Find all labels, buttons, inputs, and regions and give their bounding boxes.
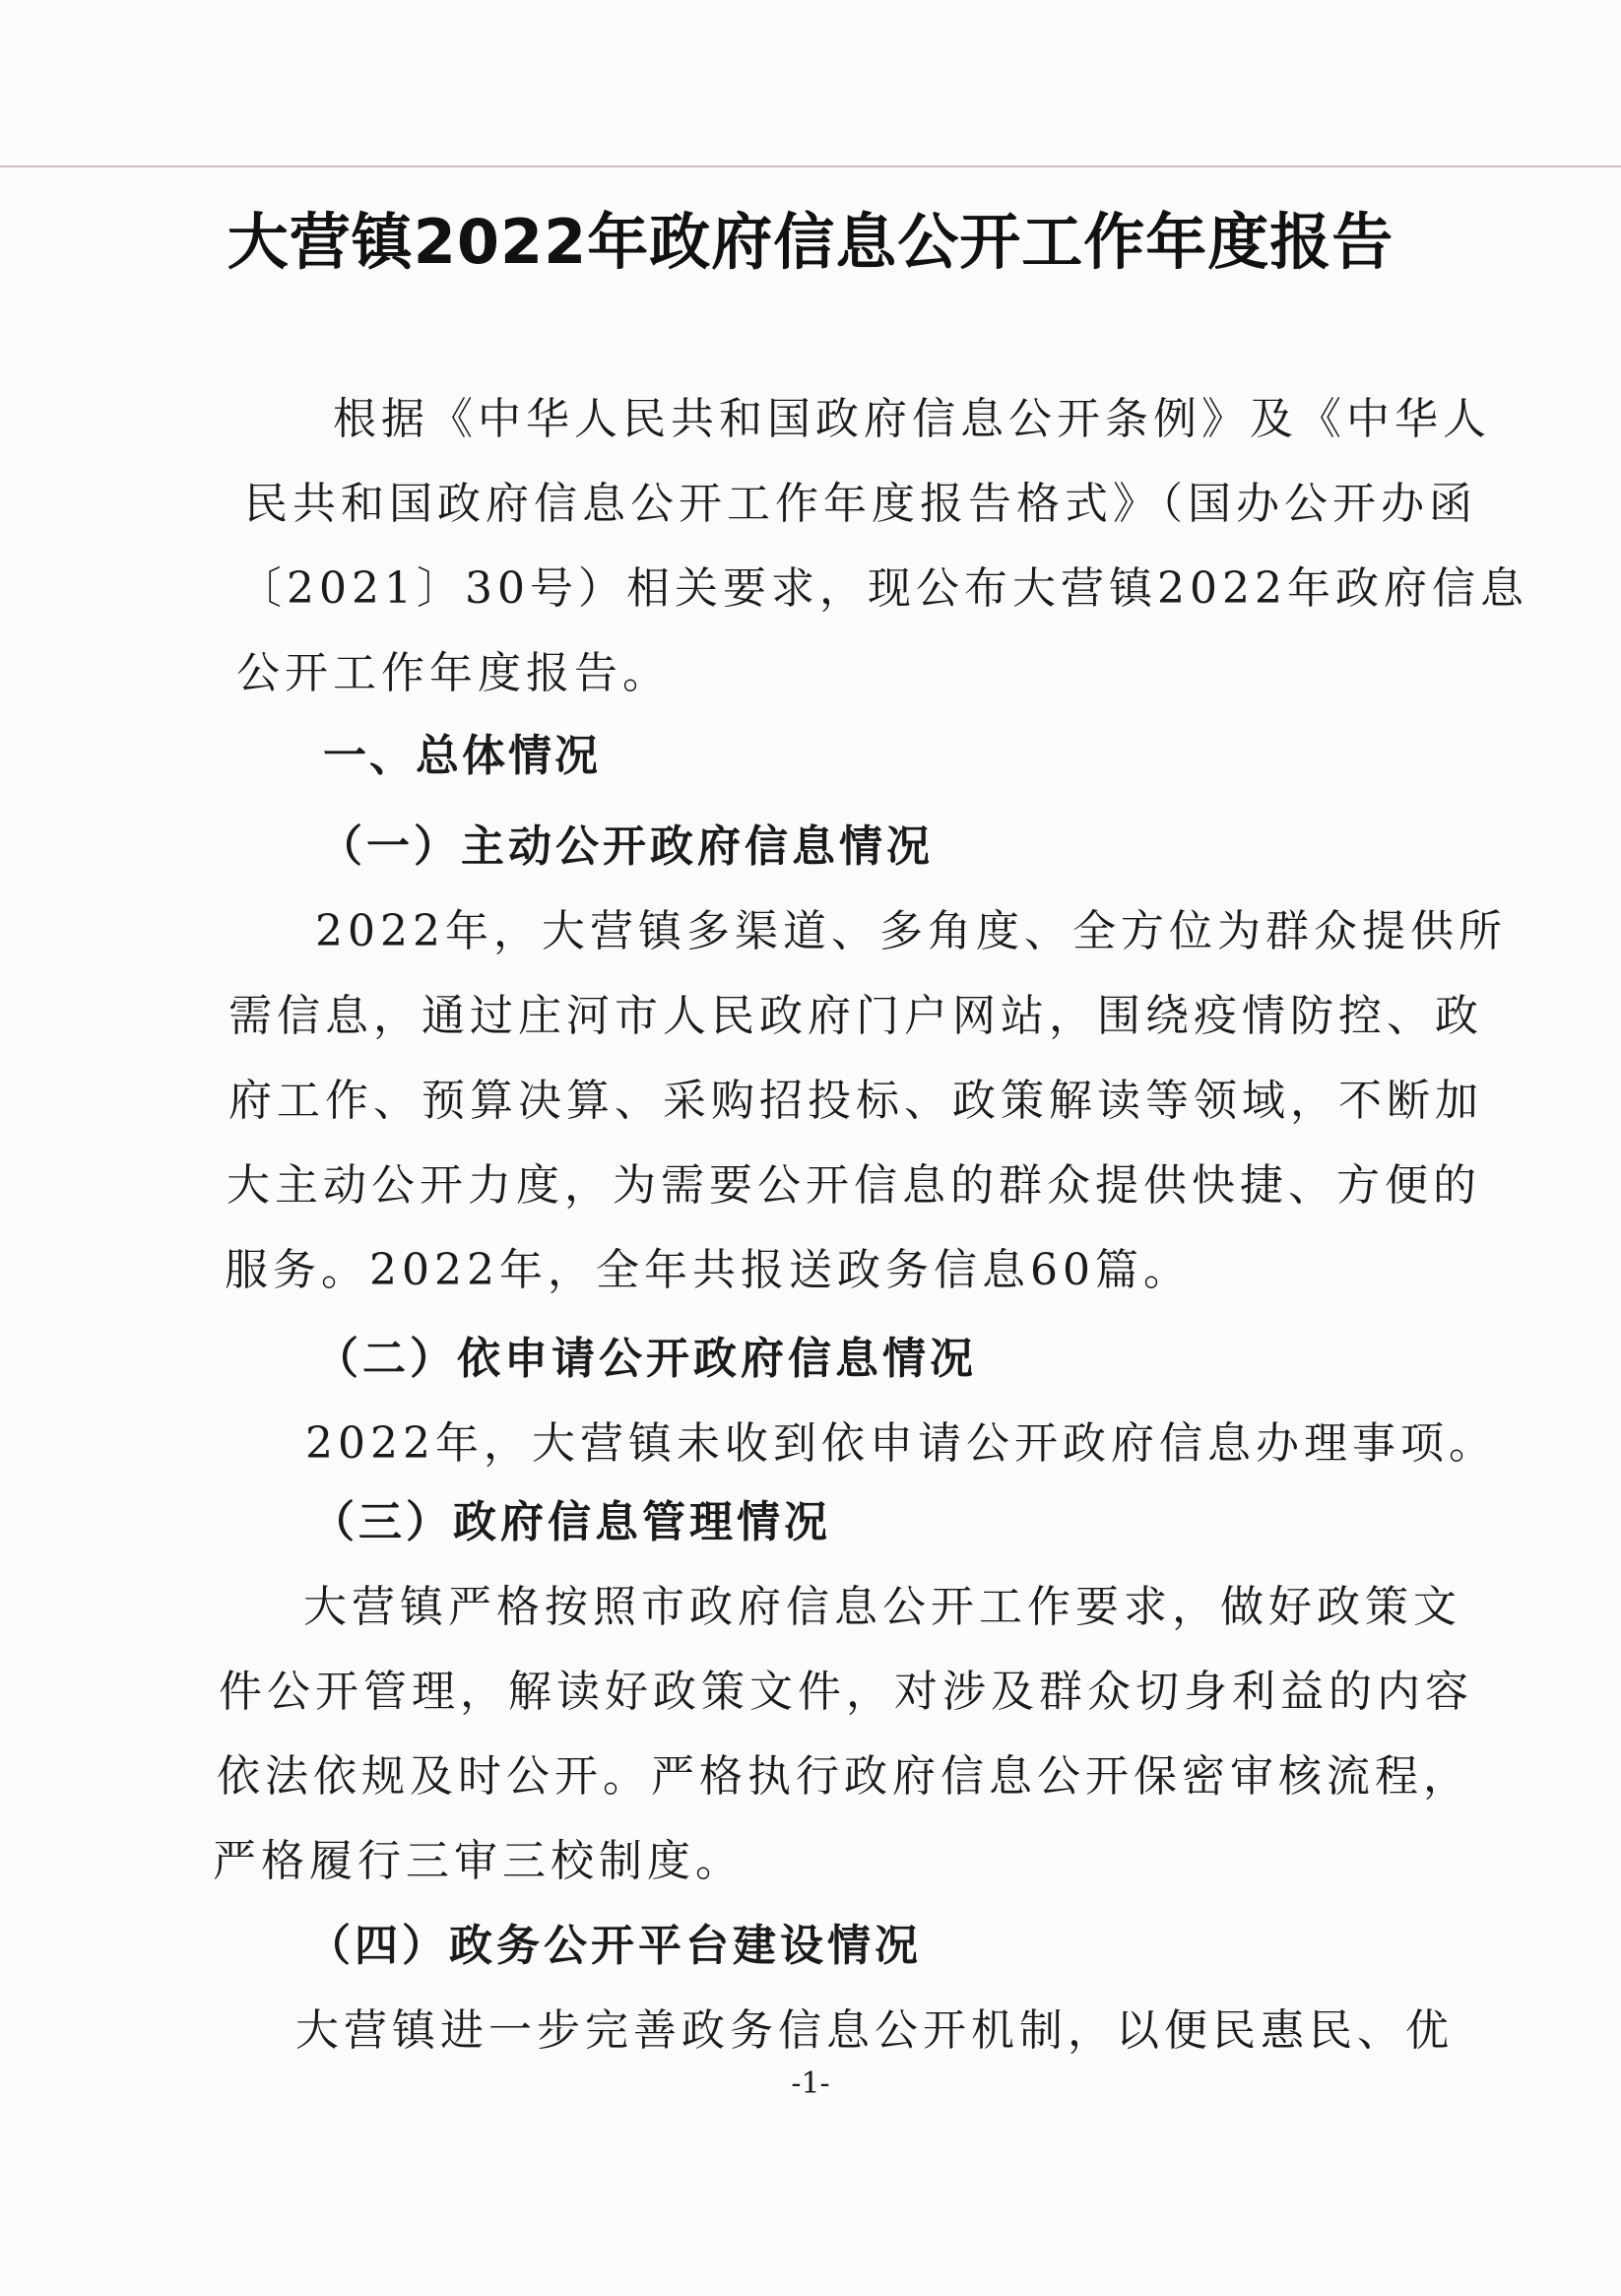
document-title: 大营镇2022年政府信息公开工作年度报告	[227, 206, 1394, 278]
page-number: -1-	[791, 2066, 830, 2101]
sub3-line-2: 件公开管理，解读好政策文件，对涉及群众切身利益的内容	[219, 1667, 1473, 1717]
intro-line-2: 民共和国政府信息公开工作年度报告格式》（国办公开办函	[244, 479, 1477, 529]
intro-line-4: 公开工作年度报告。	[236, 648, 671, 698]
sub4-line-1: 大营镇进一步完善政务信息公开机制，以便民惠民、优	[295, 2005, 1454, 2056]
subheading-application-disclosure: （二）依申请公开政府信息情况	[315, 1334, 977, 1384]
sub1-line-4: 大主动公开力度，为需要公开信息的群众提供快捷、方便的	[227, 1160, 1481, 1211]
intro-line-3: 〔2021〕30号）相关要求，现公布大营镇2022年政府信息	[238, 563, 1528, 614]
sub3-line-4: 严格履行三审三校制度。	[213, 1836, 744, 1886]
section-heading-overview: 一、总体情况	[323, 731, 601, 781]
sub1-line-3: 府工作、预算决算、采购招投标、政策解读等领域，不断加	[228, 1076, 1483, 1126]
sub1-line-2: 需信息，通过庄河市人民政府门户网站，围绕疫情防控、政	[228, 991, 1483, 1041]
sub3-line-3: 依法依规及时公开。严格执行政府信息公开保密审核流程，	[217, 1751, 1471, 1802]
subheading-platform-construction: （四）政务公开平台建设情况	[307, 1921, 922, 1971]
header-rule	[0, 165, 1621, 167]
sub3-line-1: 大营镇严格按照市政府信息公开工作要求，做好政策文	[303, 1582, 1461, 1632]
sub1-line-1: 2022年，大营镇多渠道、多角度、全方位为群众提供所	[315, 906, 1507, 956]
sub2-line-1: 2022年，大营镇未收到依申请公开政府信息办理事项。	[305, 1418, 1497, 1469]
intro-line-1: 根据《中华人民共和国政府信息公开条例》及《中华人	[333, 394, 1491, 444]
subheading-information-management: （三）政府信息管理情况	[311, 1497, 831, 1547]
subheading-proactive-disclosure: （一）主动公开政府信息情况	[319, 821, 934, 872]
sub1-line-5: 服务。2022年，全年共报送政务信息60篇。	[225, 1245, 1192, 1295]
